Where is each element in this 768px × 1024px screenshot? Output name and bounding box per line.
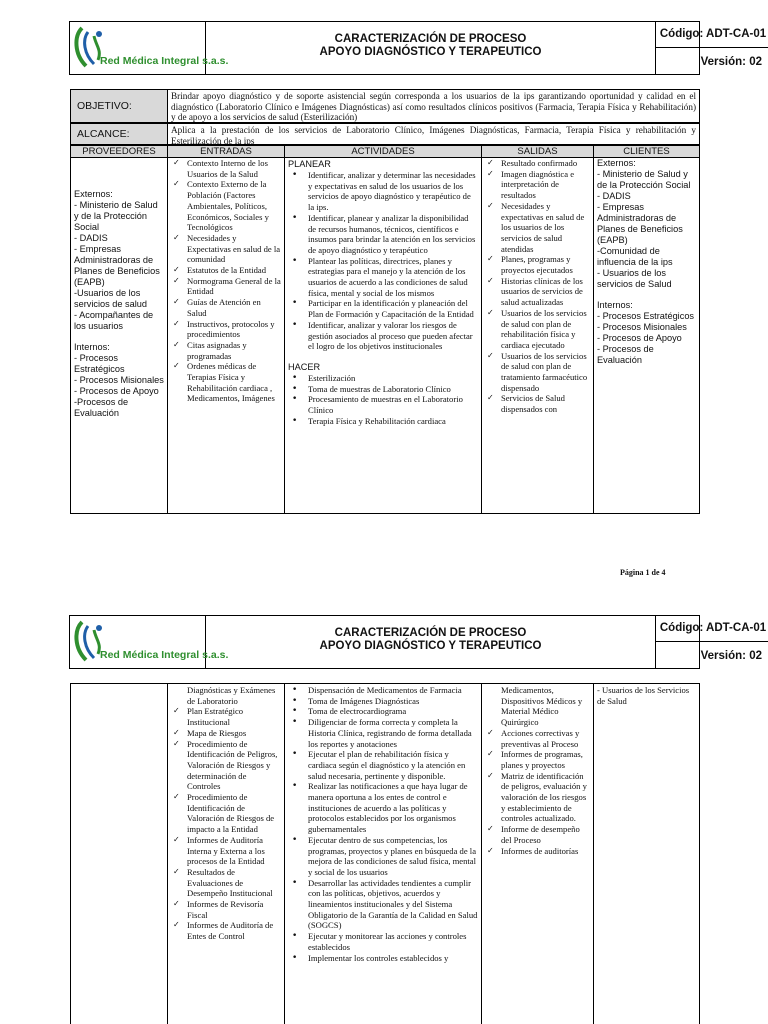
inputs-cell [168, 158, 284, 513]
outputs-cell-2 [482, 685, 593, 1024]
plan-activity-item: • Identificar, planear y analizar la disponibilidad de recursos humanos, técnicos, científicos e insumos para brindar la atención en los servicios de apoyo diagnóstico y terapéutico [288, 213, 478, 256]
input-item: ✓ Informes de Auditoría Interna y Externa a los procesos de la Entidad [171, 835, 281, 867]
document-version-2: Versión: 02 [700, 650, 762, 662]
document-header [69, 21, 767, 75]
do-list [288, 373, 478, 427]
logo-text-2: Red Médica Integral s.a.s. [100, 649, 229, 661]
do-heading: HACER [288, 361, 321, 372]
column-header-inputs: ENTRADAS [168, 146, 284, 158]
clients-external-label: Externos: [597, 158, 636, 168]
output-item: ✓ Necesidades y expectativas en salud de los usuarios de los servicios de salud atendidas [485, 201, 590, 255]
provider-internal-item: - Procesos de Apoyo [74, 386, 159, 396]
providers-column-2 [71, 684, 168, 1024]
objective-label: OBJETIVO: [70, 89, 168, 123]
provider-external-item: - DADIS [74, 233, 108, 243]
plan-activity-item: • Identificar, analizar y valorar los riesgos de gestión asociados al proceso que pueden afectar el logro de los objetivos institucionales [288, 320, 478, 352]
providers-external-list [74, 200, 164, 332]
provider-external-item: - Ministerio de Salud y de la Protección Social [74, 200, 158, 232]
activity-item: • Diligenciar de forma correcta y completa la Historia Clínica, registrando de forma detallada los reportes y anotaciones [288, 717, 478, 749]
plan-list [288, 170, 478, 352]
title-line-2: APOYO DIAGNÓSTICO Y TERAPEUTICO [319, 640, 542, 652]
providers-column [71, 146, 168, 513]
do-activity-item: • Toma de muestras de Laboratorio Clínico [288, 384, 478, 395]
output-item: ✓ Usuarios de los servicios de salud con plan de rehabilitación física y cardiaca ejecutado [485, 308, 590, 351]
logo [70, 22, 229, 74]
clients-external-list [597, 169, 696, 290]
input-item: ✓ Guías de Atención en Salud [171, 297, 281, 318]
plan-activity-item: • Participar en la identificación y planeación del Plan de Formación y Capacitación de la Entidad [288, 298, 478, 319]
plan-activity-item: • Plantear las políticas, directrices, planes y estrategias para el manejo y la atención de los usuarios de acuerdo a las condiciones de salud física, mental y social de los mismos [288, 256, 478, 299]
input-item: ✓ Plan Estratégico Institucional [171, 706, 281, 727]
clients-continued-text: - Usuarios de los Servicios de Salud [597, 685, 690, 706]
provider-external-item: - Empresas Administradoras de Planes de Beneficios (EAPB) [74, 244, 160, 287]
activity-item: • Toma de Imágenes Diagnósticas [288, 696, 478, 707]
input-item: ✓ Instructivos, protocolos y procedimientos [171, 319, 281, 340]
client-internal-item: - Procesos Estratégicos [597, 311, 695, 321]
activity-item: • Ejecutar el plan de rehabilitación física y cardiaca según el diagnóstico y la atención en salud necesaria, pertinente y disponible. [288, 749, 478, 781]
input-item: ✓ Contexto Externo de la Población (Factores Ambientales, Políticos, Económicos, Sociales y Tecnológicos [171, 179, 281, 233]
client-external-item: - DADIS [597, 191, 631, 201]
provider-internal-item: -Procesos de Evaluación [74, 397, 129, 418]
input-item: ✓ Procedimiento de Identificación de Peligros, Valoración de Riesgos y determinación de Controles [171, 739, 281, 793]
input-item: ✓ Citas asignadas y programadas [171, 340, 281, 361]
input-item: ✓ Necesidades y Expectativas en salud de la comunidad [171, 233, 281, 265]
activities-cell [285, 159, 481, 513]
outputs-list-2 [485, 728, 590, 856]
input-item: ✓ Informes de Revisoría Fiscal [171, 899, 281, 920]
providers-internal-label: Internos: [74, 342, 110, 352]
activity-item: • Realizar las notificaciones a que haya lugar de manera oportuna a los entes de control e instituciones de acuerdo a las políticas y protocolos establecidos por los organismos gubernamentales [288, 781, 478, 835]
column-header-providers: PROVEEDORES [71, 146, 167, 158]
activity-item: • Toma de electrocardiograma [288, 706, 478, 717]
outputs-list [485, 158, 590, 415]
input-item: ✓ Normograma General de la Entidad [171, 276, 281, 297]
client-external-item: - Ministerio de Salud y de la Protección Social [597, 169, 691, 190]
input-item: ✓ Ordenes médicas de Terapias Física y Rehabilitación cardiaca , Medicamentos, Imágenes [171, 361, 281, 404]
column-header-activities: ACTIVIDADES [285, 146, 481, 158]
plan-heading: PLANEAR [288, 159, 331, 169]
scope-label: ALCANCE: [70, 123, 168, 145]
outputs-column [482, 146, 594, 513]
title-line-1: CARACTERIZACIÓN DE PROCESO [334, 33, 527, 45]
document-title [206, 22, 656, 74]
clients-column-2 [594, 684, 699, 1024]
outputs-cell [482, 158, 593, 513]
input-item: ✓ Contexto Interno de los Usuarios de la Salud [171, 158, 281, 179]
document-code-2: Código: ADT-CA-01 [656, 616, 768, 642]
input-item: ✓ Procedimiento de Identificación de Valoración de Riesgos de impacto a la Entidad [171, 792, 281, 835]
activity-item: • Ejecutar y monitorear las acciones y controles establecidos [288, 931, 478, 952]
input-item: ✓ Informes de Auditoría de Entes de Control [171, 920, 281, 941]
client-internal-item: - Procesos Misionales [597, 322, 687, 332]
activity-item: • Dispensación de Medicamentos de Farmacia [288, 685, 478, 696]
client-internal-item: - Procesos de Apoyo [597, 333, 682, 343]
do-activity-item: • Esterilización [288, 373, 478, 384]
activity-item: • Desarrollar las actividades tendientes a cumplir con las políticas, objetivos, acuerdos y lineamientos institucionales y del Sistema Obligatorio de la Garantía de la Calidad en Salud (SOGCS) [288, 878, 478, 932]
input-item: ✓ Resultados de Evaluaciones de Desempeño Institucional [171, 867, 281, 899]
scope-text: Aplica a la prestación de los servicios de Laboratorio Clínico, Imágenes Diagnósticas, Farmacia, Terapia Física y rehabilitación y Esterilización de la ips [168, 123, 700, 145]
document-code: Código: ADT-CA-01 [656, 22, 768, 48]
inputs-cell-2 [168, 685, 284, 1024]
document-header-2 [69, 615, 767, 669]
provider-external-item: - Acompañantes de los usuarios [74, 310, 154, 331]
process-table-2 [70, 683, 700, 1024]
providers-external-label: Externos: [74, 189, 113, 199]
output-item: ✓ Matriz de identificación de peligros, evaluación y valoración de los riesgos y establecimiento de controles actualizado. [485, 771, 590, 825]
output-item: ✓ Historias clínicas de los usuarios de servicios de salud actualizadas [485, 276, 590, 308]
input-item: ✓ Mapa de Riesgos [171, 728, 281, 739]
output-item: ✓ Usuarios de los servicios de salud con plan de tratamiento farmacéutico dispensado [485, 351, 590, 394]
logo-text: Red Médica Integral s.a.s. [100, 55, 229, 67]
activities-column-2 [285, 684, 482, 1024]
providers-cell [71, 189, 167, 513]
process-table [70, 145, 700, 514]
clients-internal-label: Internos: [597, 300, 633, 310]
output-item: ✓ Resultado confirmado [485, 158, 590, 169]
document-version: Versión: 02 [700, 56, 762, 68]
do-activity-item: • Procesamiento de muestras en el Laboratorio Clínico [288, 394, 478, 415]
page-number: Página 1 de 4 [620, 568, 666, 577]
objective-text: Brindar apoyo diagnóstico y de soporte asistencial según corresponda a los usuarios de la ips garantizando oportunidad y calidad en el diagnóstico (Laboratorio Clínico e Imágenes Diagnósticas) así como resultados clínicos positivos (Farmacia, Terapia Física y Rehabilitación) y de apoyo a los servicios de salud (Esterilización) [168, 89, 700, 123]
output-item: ✓ Servicios de Salud dispensados con [485, 393, 590, 414]
provider-internal-item: - Procesos Estratégicos [74, 353, 125, 374]
do-activity-item: • Terapia Física y Rehabilitación cardiaca [288, 416, 478, 427]
title-line-2: APOYO DIAGNÓSTICO Y TERAPEUTICO [319, 46, 542, 58]
outputs-continued-text: Medicamentos, Dispositivos Médicos y Material Médico Quirúrgico [501, 685, 583, 728]
clients-column [594, 146, 699, 513]
provider-external-item: -Usuarios de los servicios de salud [74, 288, 148, 309]
client-internal-item: - Procesos de Evaluación [597, 344, 654, 365]
output-item: ✓ Informes de auditorías [485, 846, 590, 857]
inputs-list-2 [171, 706, 281, 941]
client-external-item: -Comunidad de influencia de la ips [597, 246, 673, 267]
page-2 [0, 600, 768, 1024]
output-item: ✓ Acciones correctivas y preventivas al Proceso [485, 728, 590, 749]
clients-cell [594, 158, 699, 513]
output-item: ✓ Planes, programas y proyectos ejecutados [485, 254, 590, 275]
clients-cell-2 [594, 685, 699, 1024]
column-header-outputs: SALIDAS [482, 146, 593, 158]
document-title-2 [206, 616, 656, 668]
providers-internal-list [74, 353, 164, 419]
plan-activity-item: • Identificar, analizar y determinar las necesidades y expectativas en salud de los usuarios de los servicios de apoyo diagnóstico y terapéutico de la ips. [288, 170, 478, 213]
activities-column [285, 146, 482, 513]
output-item: ✓ Informe de desempeño del Proceso [485, 824, 590, 845]
output-item: ✓ Informes de programas, planes y proyectos [485, 749, 590, 770]
provider-internal-item: - Procesos Misionales [74, 375, 164, 385]
inputs-continued-text: Diagnósticas y Exámenes de Laboratorio [187, 685, 276, 706]
activities-cell-2 [285, 685, 481, 1024]
inputs-column-2 [168, 684, 285, 1024]
client-external-item: - Usuarios de los servicios de Salud [597, 268, 672, 289]
input-item: ✓ Estatutos de la Entidad [171, 265, 281, 276]
output-item: ✓ Imagen diagnóstica e interpretación de resultados [485, 169, 590, 201]
activity-item: • Implementar los controles establecidos y [288, 953, 478, 964]
logo-2 [70, 616, 229, 668]
clients-internal-list [597, 311, 696, 366]
client-external-item: - Empresas Administradoras de Planes de Beneficios (EAPB) [597, 202, 683, 245]
column-header-clients: CLIENTES [594, 146, 699, 158]
inputs-column [168, 146, 285, 513]
inputs-list [171, 158, 281, 404]
title-line-1: CARACTERIZACIÓN DE PROCESO [334, 627, 527, 639]
activities-list-2 [288, 685, 478, 963]
outputs-column-2 [482, 684, 594, 1024]
activity-item: • Ejecutar dentro de sus competencias, los programas, proyectos y planes en búsqueda de la mejora de las condiciones de salud física, mental y social de los usuarios [288, 835, 478, 878]
